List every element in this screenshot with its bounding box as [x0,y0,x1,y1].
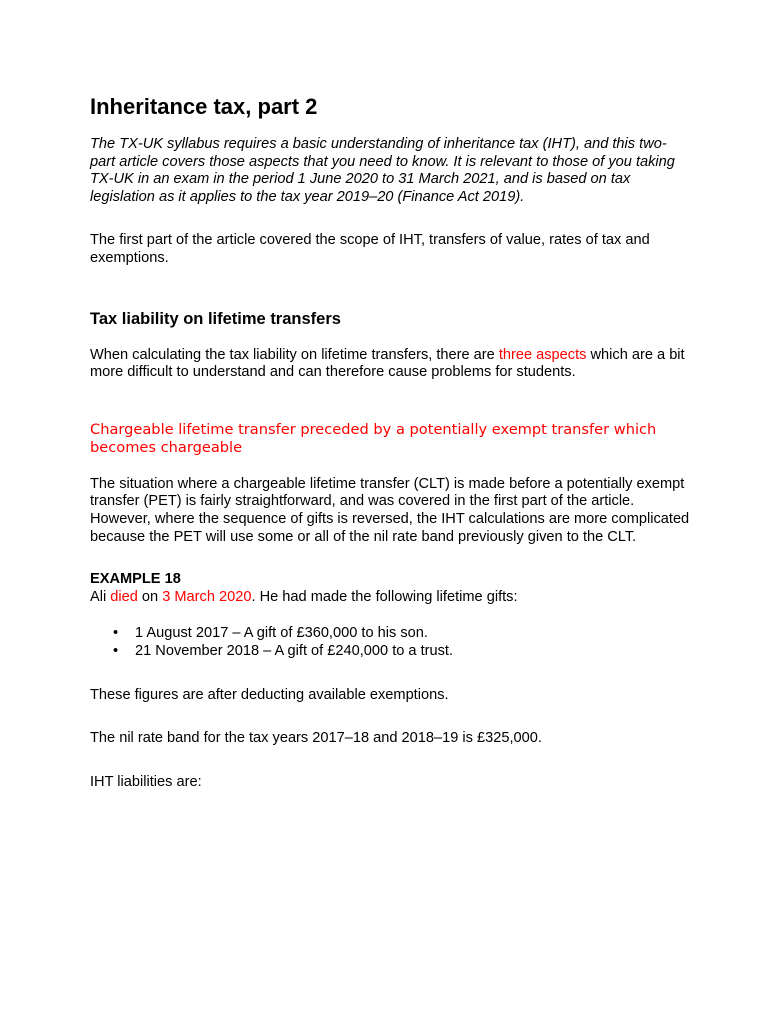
subheading: Chargeable lifetime transfer preceded by a potentially exempt transfer which becomes chargeable [90,420,657,456]
gift-text: 1 August 2017 – A gift of £360,000 to his son. [135,625,428,642]
list-item [113,642,690,661]
paragraph-liabilities: IHT liabilities are: [90,773,202,790]
example-rest: . He had made the following lifetime gifts: [251,588,518,605]
intro-paragraph: The TX-UK syllabus requires a basic understanding of inheritance tax (IHT), and this two-part article covers those aspects that you need to know. It is relevant to those of you taking TX-UK in an exam in the period 1 June 2020 to 31 March 2021, and is based on tax legislation as it applies to the tax year 2019–20 (Finance Act 2019). [90,136,675,205]
example-date: 3 March 2020 [162,588,252,605]
gift-text: 21 November 2018 – A gift of £240,000 to a trust. [135,642,454,659]
bullet-icon: • [113,642,119,659]
paragraph-nil-rate-band: The nil rate band for the tax years 2017–18 and 2018–19 is £325,000. [90,730,542,747]
page-title: Inheritance tax, part 2 [90,94,318,119]
paragraph-clt-pet: The situation where a chargeable lifetime transfer (CLT) is made before a potentially exempt transfer (PET) is fairly straightforward, and was covered in the first part of the article. However, where the sequence of gifts is reversed, the IHT calculations are more complicated because the PET will use some or all of the nil rate band previously given to the CLT. [90,475,690,545]
example-on: on [137,588,163,605]
list-item [113,625,690,643]
aspects-text-after: which are a bit more difficult to understand and can therefore cause problems for students. [90,346,685,381]
paragraph-aspects [90,347,690,382]
example-died: died [110,588,138,605]
example-title: EXAMPLE 18 [90,571,181,588]
paragraph-exemptions: These figures are after deducting available exemptions. [90,686,449,703]
bullet-icon: • [113,625,119,642]
section-heading: Tax liability on lifetime transfers [90,309,341,328]
example-intro [90,589,690,607]
document-page [90,92,690,791]
paragraph-scope: The first part of the article covered the scope of IHT, transfers of value, rates of tax and exemptions. [90,232,650,266]
aspects-text-before: When calculating the tax liability on lifetime transfers, there are [90,346,499,363]
example-name: Ali [90,588,111,605]
aspects-highlight: three aspects [498,346,587,363]
gifts-list [90,625,690,660]
